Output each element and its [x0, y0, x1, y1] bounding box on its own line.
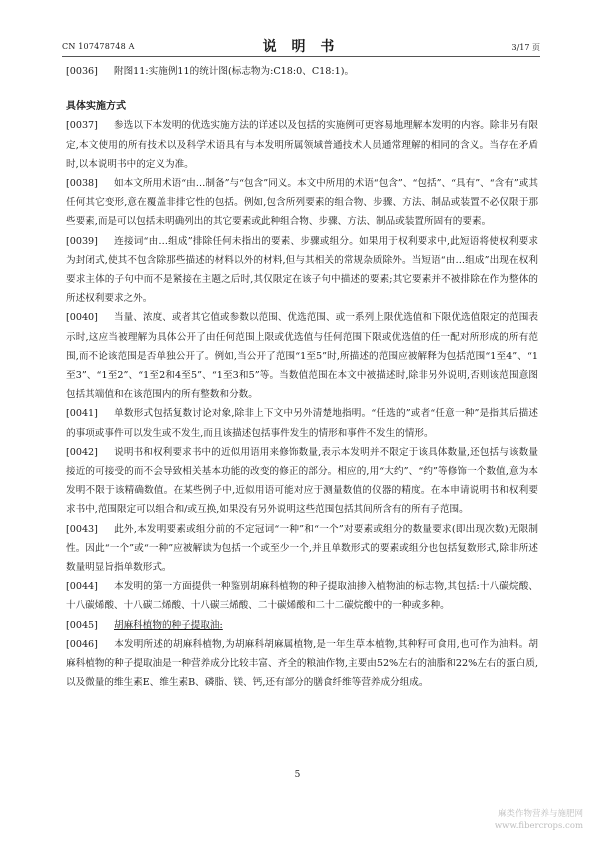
paragraph-0042 [66, 443, 538, 520]
header-rule [62, 56, 540, 57]
paragraph-text: 附图11:实施例11的统计图(标志物为:C18:0、C18:1)。 [114, 66, 355, 77]
paragraph-text: 此外,本发明要素或组分前的不定冠词“一种”和“一个”对要素或组分的数量要求(即出现次数)无限制性。因此“一个”或“一种”应被解读为包括一个或至少一个,并且单数形式的要素或组分也包括复数形式,除非所述数量明显旨指单数形式。 [66, 523, 538, 574]
paragraph-text: 本发明所述的胡麻科植物,为胡麻科胡麻属植物,是一年生草本植物,其种籽可食用,也可作为油料。胡麻科植物的种子提取油是一种营养成分比较丰富、齐全的粮油作物,主要由52%左右的油脂和22%左右的蛋白质,以及微量的维生素E、维生素B、磷脂、镁、钙,还有部分的膳食纤维等营养成分组成。 [66, 638, 538, 689]
paragraph-0044 [66, 577, 538, 615]
document-title: 说 明 书 [262, 39, 340, 55]
paragraph-number: [0036] [66, 66, 98, 77]
paragraph-text: 参选以下本发明的优选实施方法的详述以及包括的实施例可更容易地理解本发明的内容。除非另有限定,本文使用的所有技术以及科学术语具有与本发明所属领域普通技术人员通常理解的相同的含义。当存在矛盾时,以本说明书中的定义为准。 [66, 120, 538, 170]
paragraph-text: 当量、浓度、或者其它值或参数以范围、优选范围、或一系列上限优选值和下限优选值限定的范围表示时,这应当被理解为具体公开了由任何范围上限或优选值与任何范围下限或优选值的任一配对所形成的所有范围,而不论该范围是否单独公开了。例如,当公开了范围“1至5”时,所描述的范围应被解释为包括范围“1至4”、“1至3”、“1至2”、“1至2和4至5”、“1至3和5”等。当数值范围在本文中被描述时,除非另外说明,否则该范围意图包括其端值和在该范围内的所有整数和分数。 [66, 312, 538, 401]
paragraph-text: 本发明的第一方面提供一种鉴别胡麻科植物的种子提取油掺入植物油的标志物,其包括:十八碳烷酸、十八碳烯酸、十八碳二烯酸、十八碳三烯酸、二十碳烯酸和二十二碳烷酸中的一种或多种。 [66, 581, 538, 612]
section-heading: 具体实施方式 [66, 101, 126, 113]
paragraph-text: 说明书和权利要求书中的近似用语用来修饰数量,表示本发明并不限定于该具体数量,还包括与该数量接近的可接受的而不会导致相关基本功能的改变的修正的部分。相应的,用“大约”、“约”等修饰一个数值,意为本发明不限于该精确数值。在某些例子中,近似用语可能对应于测量数值的仪器的精度。在本申请说明书和权利要求书中,范围限定可以组合和/或互换,如果没有另外说明这些范围包括其间所含有的所有子范围。 [66, 446, 538, 516]
subheading-text: 胡麻科植物的种子提取油: [114, 619, 223, 631]
patent-number: CN 107478748 A [62, 42, 135, 51]
paragraph-number: [0043] [66, 523, 98, 535]
watermark-url: www.fibercrops.com [494, 821, 583, 831]
paragraph-text: 连接词“由…组成”排除任何未指出的要素、步骤或组分。如果用于权利要求中,此短语将使权利要求为封闭式,使其不包含除那些描述的材料以外的材料,但与其相关的常规杂质除外。当短语“由…组成”出现在权利要求主体的子句中而不是紧接在主题之后时,其仅限定在该子句中描述的要素;其它要素并不被排除在作为整体的所述权利要求之外。 [66, 235, 538, 305]
watermark [495, 808, 583, 832]
paragraph-number: [0037] [66, 120, 98, 132]
paragraph-number: [0040] [66, 312, 98, 324]
paragraph-number: [0041] [66, 408, 98, 420]
paragraph-0045 [66, 616, 538, 635]
paragraph-0041 [66, 404, 538, 442]
paragraph-number: [0046] [66, 638, 98, 650]
paragraph-list [66, 116, 538, 692]
paragraph-number: [0042] [66, 446, 98, 458]
paragraph-0039 [66, 232, 538, 309]
page-number: 5 [294, 770, 301, 780]
document-body [66, 62, 538, 693]
paragraph-number: [0045] [66, 619, 98, 631]
paragraph-0037 [66, 116, 538, 174]
paragraph-text: 如本文所用术语“由…制备”与“包含”同义。本文中所用的术语“包含”、“包括”、“具有”、“含有”或其任何其它变形,意在覆盖非排它性的包括。例如,包含所列要素的组合物、步骤、方法、制品或装置不必仅限于那些要素,而是可以包括未明确列出的其它要素或此种组合物、步骤、方法、制品或装置所固有的要素。 [66, 178, 538, 228]
paragraph-number: [0039] [66, 235, 98, 247]
page-header [62, 33, 540, 55]
paragraph-0043 [66, 520, 538, 578]
watermark-site-name: 麻类作物营养与施肥网 [497, 809, 583, 819]
paragraph-0036 [66, 62, 538, 81]
paragraph-number: [0044] [66, 581, 98, 593]
paragraph-0046 [66, 635, 538, 693]
paragraph-0038 [66, 174, 538, 232]
paragraph-0040 [66, 308, 538, 404]
paragraph-text: 单数形式包括复数讨论对象,除非上下文中另外清楚地指明。“任选的”或者“任意一种”是指其后描述的事项或事件可以发生或不发生,而且该描述包括事件发生的情形和事件不发生的情形。 [66, 408, 538, 439]
page-count: 3/17 页 [511, 43, 540, 52]
paragraph-number: [0038] [66, 178, 98, 190]
